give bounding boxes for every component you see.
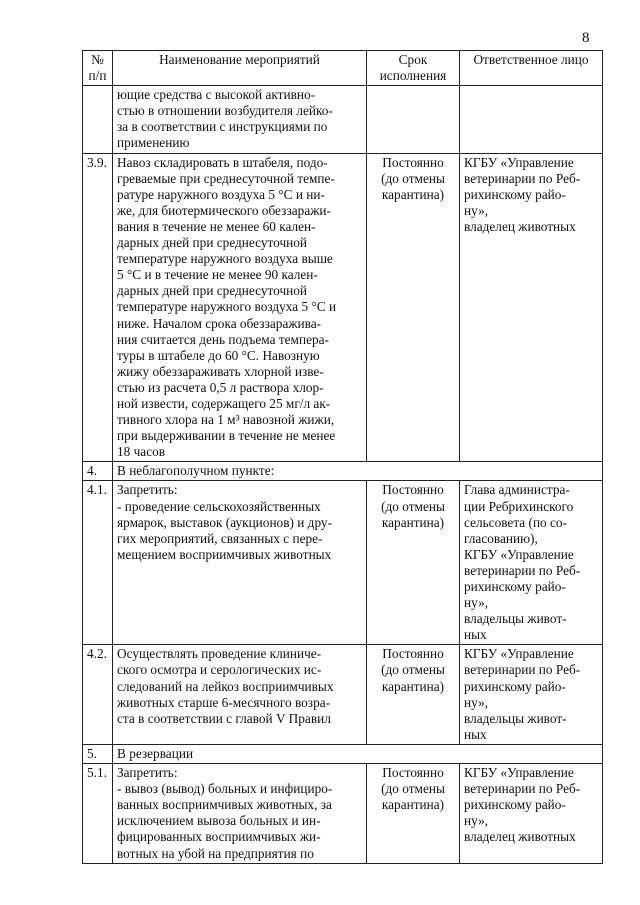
row-term: Постоянно (до отмены карантина) (367, 481, 460, 645)
row-name: Осуществлять проведение клиниче- ского осмотра и серологических ис- следований на лейкоз восприимчивых животных старше 6-месячного возра- ста в соответствии с главой V Правил (113, 645, 367, 745)
row-responsible: КГБУ «Управление ветеринарии по Реб- рихинскому райо- ну», владельцы живот- ных (460, 645, 603, 745)
row-name: Запретить: - вывоз (вывод) больных и инфициро- ванных восприимчивых животных, за исключением вывоза больных и ин- фицированных восприимчивых жи- вотных на убой на предприятия по (113, 764, 367, 864)
row-num: 5.1. (83, 764, 113, 864)
header-term: Срок исполнения (367, 51, 460, 86)
section-title: В неблагополучном пункте: (113, 462, 603, 481)
row-term (367, 86, 460, 153)
row-responsible: Глава администра- ции Ребрихинского сельсовета (по со- гласованию), КГБУ «Управление ветеринарии по Реб- рихинскому райо- ну», владельцы живот- ных (460, 481, 603, 645)
table-header-row (83, 51, 603, 86)
measures-table (82, 50, 603, 864)
row-responsible (460, 86, 603, 153)
table-row (83, 86, 603, 153)
header-responsible: Ответственное лицо (460, 51, 603, 86)
row-num: 5. (83, 744, 113, 763)
section-row (83, 744, 603, 763)
table-row (83, 153, 603, 462)
row-responsible: КГБУ «Управление ветеринарии по Реб- рихинскому райо- ну», владелец животных (460, 764, 603, 864)
table-row (83, 645, 603, 745)
row-num: 4.2. (83, 645, 113, 745)
row-name: ющие средства с высокой активно- стью в отношении возбудителя лейко- за в соответствии с инструкциями по применению (113, 86, 367, 153)
row-num (83, 86, 113, 153)
row-responsible: КГБУ «Управление ветеринарии по Реб- рихинскому райо- ну», владелец животных (460, 153, 603, 462)
table-row (83, 764, 603, 864)
section-title: В резервации (113, 744, 603, 763)
page-number: 8 (582, 30, 590, 46)
row-name: Запретить: - проведение сельскохозяйственных ярмарок, выставок (аукционов) и дру- гих мероприятий, связанных с пере- мещением восприимчивых животных (113, 481, 367, 645)
row-term: Постоянно (до отмены карантина) (367, 153, 460, 462)
row-num: 3.9. (83, 153, 113, 462)
row-term: Постоянно (до отмены карантина) (367, 764, 460, 864)
row-num: 4.1. (83, 481, 113, 645)
row-term: Постоянно (до отмены карантина) (367, 645, 460, 745)
row-name: Навоз складировать в штабеля, подо- греваемые при среднесуточной темпе- ратуре наружного воздуха 5 °С и ни- же, для биотермического обеззаражи- вания в течение не менее 60 кален- дарных дней при среднесуточной температуре наружного воздуха выше 5 °С и в течение не менее 90 кален- дарных дней при среднесуточной температуре наружного воздуха 5 °С и ниже. Началом срока обеззаражива- ния считается день подъема темпера- туры в штабеле до 60 °С. Навозную жижу обеззараживать хлорной изве- стью из расчета 0,5 л раствора хлор- ной извести, содержащего 25 мг/л ак- тивного хлора на 1 м³ навозной жижи, при выдерживании в течение не менее 18 часов (113, 153, 367, 462)
header-num: № п/п (83, 51, 113, 86)
section-row (83, 462, 603, 481)
table-row (83, 481, 603, 645)
header-name: Наименование мероприятий (113, 51, 367, 86)
row-num: 4. (83, 462, 113, 481)
